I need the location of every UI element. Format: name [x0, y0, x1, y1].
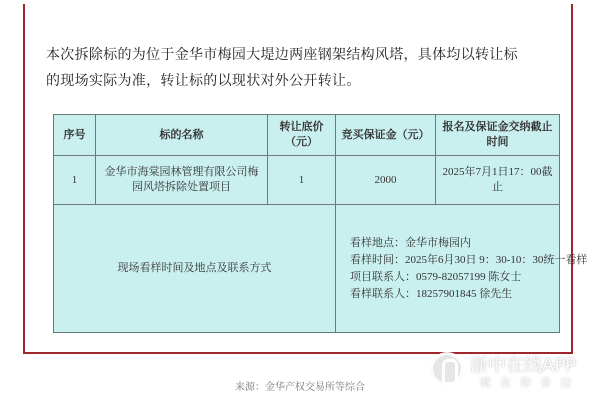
header-deadline: 报名及保证金交纳截止时间 — [436, 115, 560, 156]
watermark-slogan: 就在你身边 — [480, 376, 580, 389]
watermark-app-name: 浙中在线APP — [470, 355, 577, 376]
viewing-label: 现场看样时间及地点及联系方式 — [54, 205, 336, 333]
cell-deadline: 2025年7月1日17：00截止 — [436, 156, 560, 205]
viewing-location: 看样地点：金华市梅园内 — [350, 236, 471, 249]
header-deposit: 竞买保证金（元） — [336, 115, 436, 156]
project-contact: 项目联系人：0579-82057199 陈女士 — [350, 270, 522, 283]
viewing-time: 看样时间：2025年6月30日 9：30-10：30统一看样 — [350, 253, 588, 266]
intro-line-1: 本次拆除标的为位于金华市梅园大堤边两座钢架结构风塔，具体均以转让标 — [46, 47, 518, 63]
cell-base-price: 1 — [268, 156, 336, 205]
cell-name: 金华市海棠园林管理有限公司梅园风塔拆除处置项目 — [96, 156, 268, 205]
cell-deposit: 2000 — [336, 156, 436, 205]
cell-index: 1 — [54, 156, 96, 205]
header-base-price: 转让底价（元） — [268, 115, 336, 156]
intro-line-2: 的现场实际为准，转让标的以现状对外公开转让。 — [46, 73, 361, 89]
table-header-row — [54, 115, 560, 156]
app-logo-icon — [430, 352, 464, 386]
header-name: 标的名称 — [96, 115, 268, 156]
viewing-contact: 看样联系人：18257901845 徐先生 — [350, 287, 513, 300]
viewing-row — [54, 205, 560, 333]
intro-paragraph — [46, 42, 558, 94]
header-index: 序号 — [54, 115, 96, 156]
viewing-info — [336, 205, 588, 333]
table-row — [54, 156, 560, 205]
auction-table — [53, 114, 588, 333]
source-caption: 来源：金华产权交易所等综合 — [235, 382, 365, 393]
